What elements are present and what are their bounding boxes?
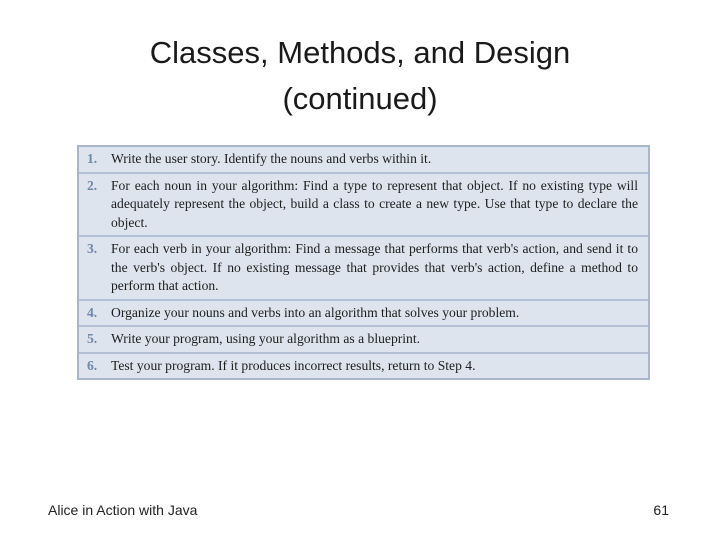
step-text: For each verb in your algorithm: Find a message that performs that verb's action, and send it to the verb's object. If no existing message that provides that verb's action, define a method to perform that action.	[111, 241, 638, 293]
step-text: For each noun in your algorithm: Find a type to represent that object. If no existing type will adequately represent the object, build a class to create a new type. Use that type to declare the object.	[111, 177, 638, 230]
step-text: Write your program, using your algorithm as a blueprint.	[111, 331, 421, 346]
step-row-6	[79, 354, 648, 379]
step-row-5	[79, 327, 648, 354]
footer-source: Alice in Action with Java	[48, 502, 198, 518]
step-text: Write the user story. Identify the nouns and verbs within it.	[111, 151, 432, 166]
steps-table	[77, 145, 650, 380]
slide-title	[0, 30, 720, 122]
step-row-4	[79, 301, 648, 328]
slide-title-line2: (continued)	[282, 81, 438, 116]
step-number: 3.	[87, 241, 98, 256]
step-text: Test your program. If it produces incorrect results, return to Step 4.	[111, 357, 476, 373]
step-row-3	[79, 237, 648, 301]
step-number: 5.	[87, 331, 98, 346]
step-number: 1.	[87, 151, 98, 166]
step-row-1	[79, 147, 648, 174]
footer-page-number: 61	[653, 502, 669, 518]
step-row-2	[79, 174, 648, 238]
step-number: 6.	[87, 357, 98, 373]
step-text: Organize your nouns and verbs into an algorithm that solves your problem.	[111, 304, 520, 320]
step-number: 2.	[87, 177, 98, 193]
step-number: 4.	[87, 304, 98, 320]
slide-title-line1: Classes, Methods, and Design	[149, 35, 571, 70]
